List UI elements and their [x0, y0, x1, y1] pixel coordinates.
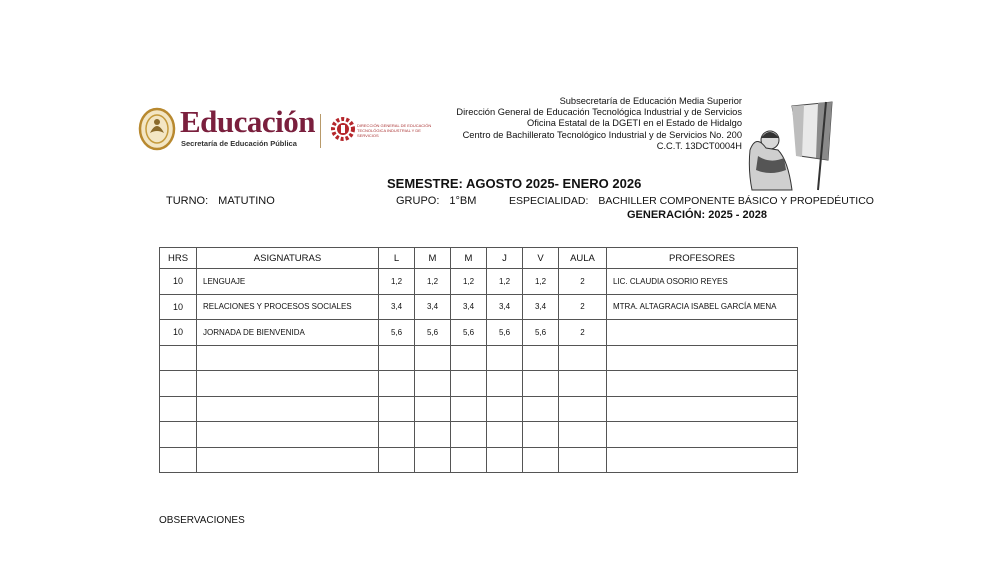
- cell-l: 5,6: [379, 320, 415, 346]
- cell-v: [523, 371, 559, 397]
- table-row: [160, 320, 798, 346]
- turno-value: MATUTINO: [218, 195, 275, 207]
- cell-aula: 2: [559, 269, 607, 295]
- cell-profesor: [607, 422, 798, 448]
- header-martes: M: [415, 248, 451, 269]
- cell-j: [487, 396, 523, 422]
- cell-m1: [415, 396, 451, 422]
- cell-m1: [415, 447, 451, 473]
- cell-m2: 1,2: [451, 269, 487, 295]
- cell-profesor: [607, 371, 798, 397]
- table-row: [160, 371, 798, 397]
- cell-j: 3,4: [487, 294, 523, 320]
- header-miercoles: M: [451, 248, 487, 269]
- cell-hrs: 10: [160, 320, 197, 346]
- cell-v: [523, 396, 559, 422]
- cell-m1: 1,2: [415, 269, 451, 295]
- cell-asignatura: RELACIONES Y PROCESOS SOCIALES: [197, 294, 379, 320]
- logo-subtitle: Secretaría de Educación Pública: [181, 139, 297, 148]
- especialidad-field: [509, 195, 874, 207]
- cell-m2: 5,6: [451, 320, 487, 346]
- cell-l: [379, 447, 415, 473]
- cell-aula: [559, 396, 607, 422]
- cell-l: 1,2: [379, 269, 415, 295]
- cell-profesor: [607, 447, 798, 473]
- cell-v: 5,6: [523, 320, 559, 346]
- cell-profesor: [607, 345, 798, 371]
- grupo-field: [396, 195, 476, 207]
- cell-hrs: [160, 371, 197, 397]
- cell-asignatura: [197, 447, 379, 473]
- cell-m1: [415, 371, 451, 397]
- table-row: [160, 345, 798, 371]
- cell-v: [523, 345, 559, 371]
- cell-m1: [415, 422, 451, 448]
- semester-title: SEMESTRE: AGOSTO 2025- ENERO 2026: [387, 176, 642, 191]
- cell-hrs: [160, 345, 197, 371]
- cell-m2: [451, 396, 487, 422]
- header-aula: AULA: [559, 248, 607, 269]
- cell-m1: [415, 345, 451, 371]
- cell-j: [487, 371, 523, 397]
- cell-asignatura: [197, 422, 379, 448]
- institution-info: [456, 96, 742, 152]
- cell-aula: [559, 422, 607, 448]
- cell-l: [379, 396, 415, 422]
- cell-v: [523, 447, 559, 473]
- header-viernes: V: [523, 248, 559, 269]
- turno-label: TURNO:: [166, 195, 209, 207]
- table-row: [160, 269, 798, 295]
- table-row: [160, 396, 798, 422]
- cell-v: 3,4: [523, 294, 559, 320]
- cell-hrs: [160, 396, 197, 422]
- table-row: [160, 422, 798, 448]
- logo-divider: [320, 114, 321, 148]
- cell-v: [523, 422, 559, 448]
- institution-line: Dirección General de Educación Tecnológica Industrial y de Servicios: [456, 107, 742, 118]
- table-header-row: [160, 248, 798, 269]
- grupo-value: 1°BM: [449, 195, 477, 207]
- cell-asignatura: LENGUAJE: [197, 269, 379, 295]
- especialidad-value: BACHILLER COMPONENTE BÁSICO Y PROPEDÉUTICO: [598, 195, 874, 207]
- cell-profesor: LIC. CLAUDIA OSORIO REYES: [607, 269, 798, 295]
- cell-l: [379, 345, 415, 371]
- table-row: [160, 294, 798, 320]
- cell-asignatura: JORNADA DE BIENVENIDA: [197, 320, 379, 346]
- cell-profesor: [607, 320, 798, 346]
- header-hrs: HRS: [160, 248, 197, 269]
- logo-title: Educación: [180, 104, 316, 139]
- cell-hrs: [160, 422, 197, 448]
- cell-v: 1,2: [523, 269, 559, 295]
- cell-m2: 3,4: [451, 294, 487, 320]
- institution-line: C.C.T. 13DCT0004H: [656, 140, 742, 151]
- cell-aula: [559, 371, 607, 397]
- header-asignaturas: ASIGNATURAS: [197, 248, 379, 269]
- header-jueves: J: [487, 248, 523, 269]
- cell-asignatura: [197, 371, 379, 397]
- cell-j: 1,2: [487, 269, 523, 295]
- cell-hrs: [160, 447, 197, 473]
- institution-line: Subsecretaría de Educación Media Superior: [559, 96, 742, 106]
- generacion-field: GENERACIÓN: 2025 - 2028: [627, 209, 767, 221]
- cell-aula: 2: [559, 320, 607, 346]
- cell-l: [379, 371, 415, 397]
- woman-with-flag-illustration-icon: [748, 100, 834, 192]
- observaciones-label: OBSERVACIONES: [159, 515, 245, 526]
- cell-aula: [559, 345, 607, 371]
- turno-field: [166, 195, 275, 207]
- cell-j: [487, 422, 523, 448]
- cell-j: 5,6: [487, 320, 523, 346]
- cell-m1: 5,6: [415, 320, 451, 346]
- institution-line: Centro de Bachillerato Tecnológico Industrial y de Servicios No. 200: [462, 129, 742, 140]
- dgeti-gear-logo-icon: [331, 111, 355, 147]
- header-lunes: L: [379, 248, 415, 269]
- cell-aula: 2: [559, 294, 607, 320]
- cell-l: [379, 422, 415, 448]
- cell-j: [487, 447, 523, 473]
- cell-asignatura: [197, 345, 379, 371]
- cell-m2: [451, 447, 487, 473]
- mexican-coat-of-arms-seal-icon: [138, 107, 176, 151]
- cell-m1: 3,4: [415, 294, 451, 320]
- cell-asignatura: [197, 396, 379, 422]
- cell-l: 3,4: [379, 294, 415, 320]
- cell-m2: [451, 371, 487, 397]
- cell-profesor: MTRA. ALTAGRACIA ISABEL GARCÍA MENA: [607, 294, 798, 320]
- cell-hrs: 10: [160, 294, 197, 320]
- table-row: [160, 447, 798, 473]
- cell-hrs: 10: [160, 269, 197, 295]
- cell-j: [487, 345, 523, 371]
- schedule-table: [159, 247, 798, 473]
- cell-profesor: [607, 396, 798, 422]
- grupo-label: GRUPO:: [396, 195, 440, 207]
- cell-m2: [451, 422, 487, 448]
- header-profesores: PROFESORES: [607, 248, 798, 269]
- dgeti-logo-text: DIRECCIÓN GENERAL DE EDUCACIÓN TECNOLÓGICA INDUSTRIAL Y DE SERVICIOS: [357, 123, 432, 138]
- cell-m2: [451, 345, 487, 371]
- institution-line: Oficina Estatal de la DGETI en el Estado de Hidalgo: [527, 118, 742, 129]
- cell-aula: [559, 447, 607, 473]
- especialidad-label: ESPECIALIDAD:: [509, 195, 589, 207]
